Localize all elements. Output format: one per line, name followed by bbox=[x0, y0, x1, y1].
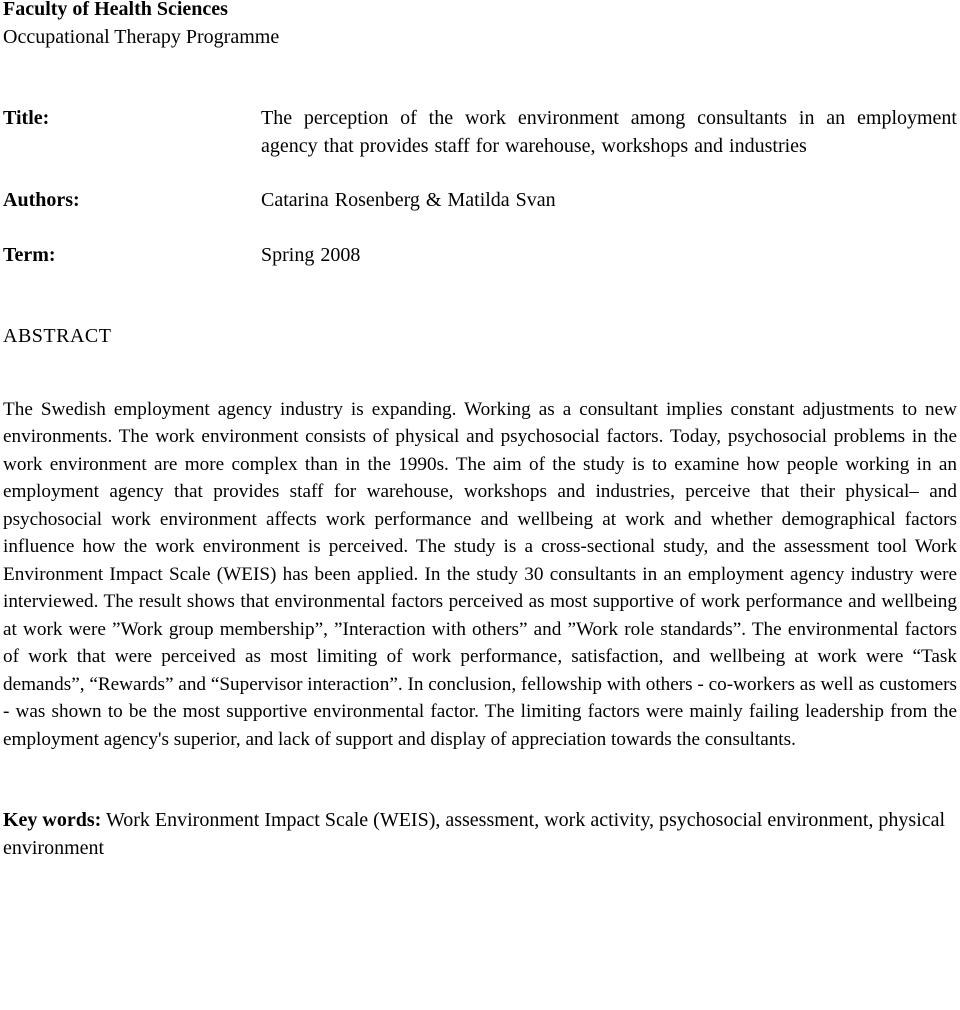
title-row bbox=[3, 105, 957, 160]
title-label: Title: bbox=[3, 107, 50, 129]
authors-value: Catarina Rosenberg & Matilda Svan bbox=[261, 189, 556, 211]
document-page bbox=[3, 0, 957, 862]
abstract-heading: ABSTRACT bbox=[3, 325, 112, 347]
term-label: Term: bbox=[3, 243, 56, 266]
programme-name: Occupational Therapy Programme bbox=[3, 25, 280, 48]
authors-label: Authors: bbox=[3, 189, 80, 211]
keywords-label: Key words: bbox=[3, 809, 102, 831]
term-value: Spring 2008 bbox=[261, 243, 361, 266]
keywords bbox=[3, 807, 957, 862]
abstract-text: The Swedish employment agency industry is expanding. Working as a consultant implies constant adjustments to new environments. The work environment consists of physical and psychosocial factors. Today, psychosocial problems in the work environment are more complex than in the 1990s. The aim of the study is to examine how people working in an employment agency that provides staff for warehouse, workshops and industries, perceive that their physical– and psychosocial work environment affects work performance and wellbeing at work and whether demographical factors influence how the work environment is perceived. The study is a cross-sectional study, and the assessment tool Work Environment Impact Scale (WEIS) has been applied. In the study 30 consultants in an employment agency industry were interviewed. The result shows that environmental factors perceived as most supportive of work performance and wellbeing at work were ”Work group membership”, ”Interaction with others” and ”Work role standards”. The environmental factors of work that were perceived as most limiting of work performance, satisfaction, and wellbeing at work were “Task demands”, “Rewards” and “Supervisor interaction”. In conclusion, fellowship with others - co-workers as well as customers - was shown to be the most supportive environmental factor. The limiting factors were mainly failing leadership from the employment agency's superior, and lack of support and display of appreciation towards the consultants. bbox=[3, 398, 957, 750]
authors-row bbox=[3, 187, 957, 215]
term-row bbox=[3, 242, 957, 270]
thesis-metadata bbox=[3, 105, 957, 269]
faculty-name: Faculty of Health Sciences bbox=[3, 0, 228, 20]
keywords-value: Work Environment Impact Scale (WEIS), assessment, work activity, psychosocial environment, physical environment bbox=[3, 809, 946, 859]
title-value: The perception of the work environment among consultants in an employment agency that provides staff for warehouse, workshops and industries bbox=[261, 107, 957, 157]
